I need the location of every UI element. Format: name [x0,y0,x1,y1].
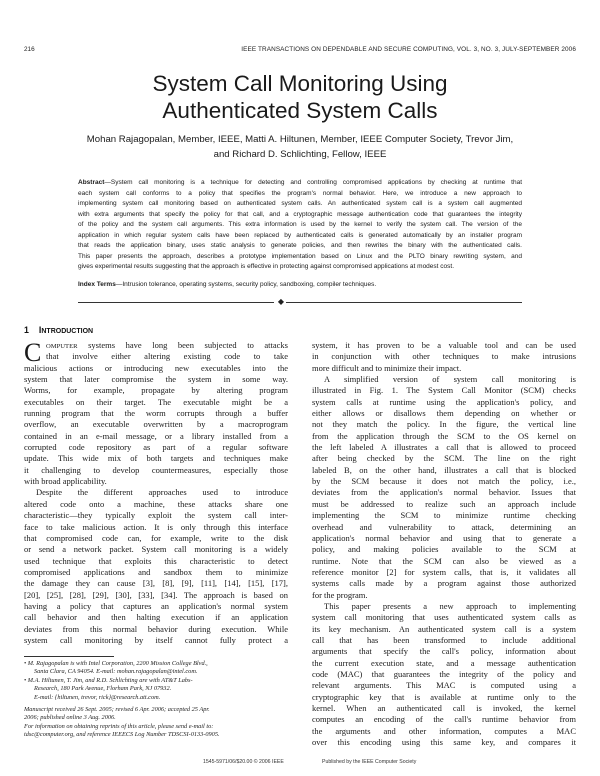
body-line: characteristic—they typically exploit the system call inter- [24,510,288,521]
body-line: system call monitoring by itself cannot fully protect a [24,634,288,645]
body-line: call that has been transformed to include additional [312,634,576,645]
body-line: the arguments and other information, computes a MAC [312,725,576,736]
abstract-line: This paper presents the approach, describes a prototype implementation based on Linux and the PLTO binary rewriting system, and [78,252,522,260]
footnote-line: E-mail: {hiltunen, trevor, rick}@research.att.com. [34,693,161,701]
body-line: [20], [25], [28], [29], [30], [33], [34]. The approach is based on [24,589,288,600]
body-line: malicious actions or introducing new executables into the [24,362,288,373]
body-line: overflow, an executable overwritten by a macroprogram [24,419,288,430]
body-line: it challenging to develop countermeasures, especially those [24,464,288,475]
body-line: the damage they can cause [3], [8], [9], [11], [14], [15], [17], [24,578,288,589]
footnote-line: • M. Rajagopalan is with Intel Corporation, 2200 Mission College Blvd., [24,660,208,667]
body-line: executables on their target. The executable might be a [24,396,288,407]
body-line: its key mechanism. An authenticated system call is a system [312,623,576,634]
footnote-rule [24,656,114,657]
body-line: either allows or disallows them depending on whether or [312,408,576,419]
body-line: This paper presents a new approach to implementing [324,600,576,611]
body-line: system calls at runtime using the application's policy, and [312,396,576,407]
body-line: runtime. Note that the SCM can also be viewed as a [312,555,576,566]
section-heading [24,324,284,338]
body-line: with broad applicability. [24,476,107,487]
body-line: deviates from this normal behavior during execution. While [24,623,288,634]
body-line: more difficult and to minimize their impact. [312,362,462,373]
body-line: application's normal behavior and using that to generate a [312,532,576,543]
footnote-line: Research, 180 Park Avenue, Florham Park, NJ 07932. [34,685,172,693]
body-line: labeled B, on the other hand, illustrates a call that is blocked [312,464,576,475]
body-line: system call monitoring that uses authenticated system calls as [312,612,576,623]
abstract-label: Abstract [78,179,105,186]
body-line: having a policy that captures an application's normal system [24,600,288,611]
body-line: from the application through the SCM to the OS kernel on [312,430,576,441]
title-line: Authenticated System Calls [162,98,438,123]
page-number: 216 [24,46,35,53]
body-line: deviates from the application's normal behavior. Issues that [312,487,576,498]
body-line: systems calls made by a program against those authorized [312,578,576,589]
first-word-smallcaps: OMPUTER [46,343,78,350]
separator-rule [286,302,522,303]
body-line: reference monitor [2] for system calls, that is, it validates all [312,566,576,577]
footnote-line: For information on obtaining reprints of this article, please send e-mail to: [24,722,214,730]
body-line: code (MAC) that guarantees the integrity of the policy and [312,668,576,679]
drop-cap: C [24,338,42,367]
body-line: in conjunction with other techniques to make intrusions [312,351,576,362]
body-line: kernel. When an authenticated call is invoked, the kernel [312,703,576,713]
journal-header: IEEE TRANSACTIONS ON DEPENDABLE AND SECURE COMPUTING, VOL. 3, NO. 3, JULY-SEPTEMBER 2006 [241,46,576,53]
index-terms-label: Index Terms [78,281,116,288]
abstract-line: —System call monitoring is a technique for detecting and controlling compromised applications by checking at runtime that [104,179,522,186]
body-line: must be addressed to realize such an approach include [312,498,576,509]
index-terms-text: —Intrusion tolerance, operating systems, security policy, sandboxing, compiler techniques. [115,281,377,288]
body-line: used technique that exploits this characteristic to detect [24,555,288,566]
body-line: system, it has proven to be a valuable tool and can be used [312,340,576,350]
abstract [78,178,522,273]
body-line: over this encoding using this same key, and compares it [312,737,576,748]
body-line: Worms, for example, propagate by altering program [24,385,288,396]
separator-rule [78,302,274,303]
footnote-line: 2006; published online 3 Aug. 2006. [24,714,116,722]
footnote-line: Santa Clara, CA 94054. E-mail: mohan.rajagopalan@intel.com. [34,668,198,676]
body-line: after being checked by the SCM. The line on the right [312,453,576,464]
abstract-line: implementing system call monitoring based on authenticated system calls. An authenticated system call is a system call augmented [78,200,522,208]
body-line: compromised applications and sandbox them to minimize [24,566,288,577]
abstract-line: gives experimental results suggesting that the approach is effective in protecting against compromised applications at modest cost. [78,263,455,271]
body-line: that involve either altering existing code to take [46,351,288,362]
body-line: face to take malicious action. It is only through this interface [24,521,288,532]
body-line: corrupted code repository as part of a regular software [24,442,288,453]
abstract-line: that reads the application binary, uses static analysis to generate policies, and then rewrites the binary with the authenticated calls. [78,242,522,250]
author-line: and Richard D. Schlichting, Fellow, IEEE [213,149,387,160]
issn-copyright: 1545-5971/06/$20.00 © 2006 IEEE [203,759,284,765]
index-terms [78,280,522,290]
body-line: altered code onto a machine, these attacks share one [24,498,288,509]
body-line: A simplified version of system call monitoring is [324,374,576,385]
section-title-initial: I [38,325,42,335]
abstract-line: with extra arguments that specify the policy for that call, and a cryptographic message authentication code that guarantees the integrity [78,210,522,218]
body-line: by the SCM because it does not match the policy, i.e., [312,476,576,487]
body-column-left [24,340,288,646]
body-line: Despite the different approaches used to introduce [36,487,288,498]
body-line: systems have long been subjected to attacks [77,340,288,350]
body-line: relevant arguments. This MAC is computed using a [312,680,576,691]
body-line: illustrated in Fig. 1. The System Call Monitor (SCM) checks [312,385,576,396]
body-line: running program that the worm corrupts through a buffer [24,408,288,419]
body-line: system that later compromise the system in some way. [24,374,288,385]
footnote-line: Manuscript received 26 Sept. 2005; revised 6 Apr. 2006; accepted 25 Apr. [24,705,210,713]
author-line: Mohan Rajagopalan, Member, IEEE, Matti A. Hiltunen, Member, IEEE Computer Society, Trevor Jim, [86,134,514,145]
abstract-line: each system call conforms to a policy that specifies the program's normal behavior. Here, we introduce a new approach to [78,189,522,197]
body-line: the current execution state, and a message authentication [312,657,576,668]
body-line: computes an encoding of the call's runtime behavior from [312,714,576,725]
body-line: call behavior and then halting execution if an application [24,612,288,623]
author-list [30,132,570,162]
body-line: arguments that specify the call's policy, information about [312,646,576,657]
body-line: the left labeled A illustrates a call that is allowed to proceed [312,442,576,453]
body-line: cryptographic key that is available at runtime only to the [312,691,576,702]
body-line: policy, and making policies available to the SCM at [312,544,576,555]
body-line: or send a network packet. System call monitoring is a widely [24,544,288,555]
body-line: for the program. [312,589,368,600]
section-title-rest: NTRODUCTION [41,328,94,335]
abstract-line: of the policy and the system call arguments. This extra information is used by the kernel to verify the system call. The version of the [78,221,522,229]
abstract-line: application in which regular system calls have been replaced by authenticated calls is generated automatically by an installer program [78,231,522,239]
body-line: not they match the policy. In the figure, the vertical line [312,419,576,430]
footnote-line: • M.A. Hiltunen, T. Jim, and R.D. Schlichting are with AT&T Labs- [24,676,193,684]
body-line: that compromised code can, for example, write to the disk [24,532,288,543]
diamond-icon: ◆ [277,297,285,306]
footnote-line: tdsc@computer.org, and reference IEEECS Log Number TDSCSI-0133-0905. [24,731,220,739]
title-line: System Call Monitoring Using [152,71,448,96]
paper-title [30,70,570,124]
section-number: 1 [24,325,29,335]
publisher-line: Published by the IEEE Computer Society [322,759,417,765]
running-head [24,46,576,56]
body-line: implementing the SCM to minimize runtime checking [312,510,576,521]
body-line: update. This wide mix of both targets and techniques make [24,453,288,464]
footnotes [24,660,288,740]
body-column-right [312,340,576,748]
body-line: contained in an e-mail message, or a library installed from a [24,430,288,441]
body-line: overhead and vulnerability to attack, determining an [312,521,576,532]
